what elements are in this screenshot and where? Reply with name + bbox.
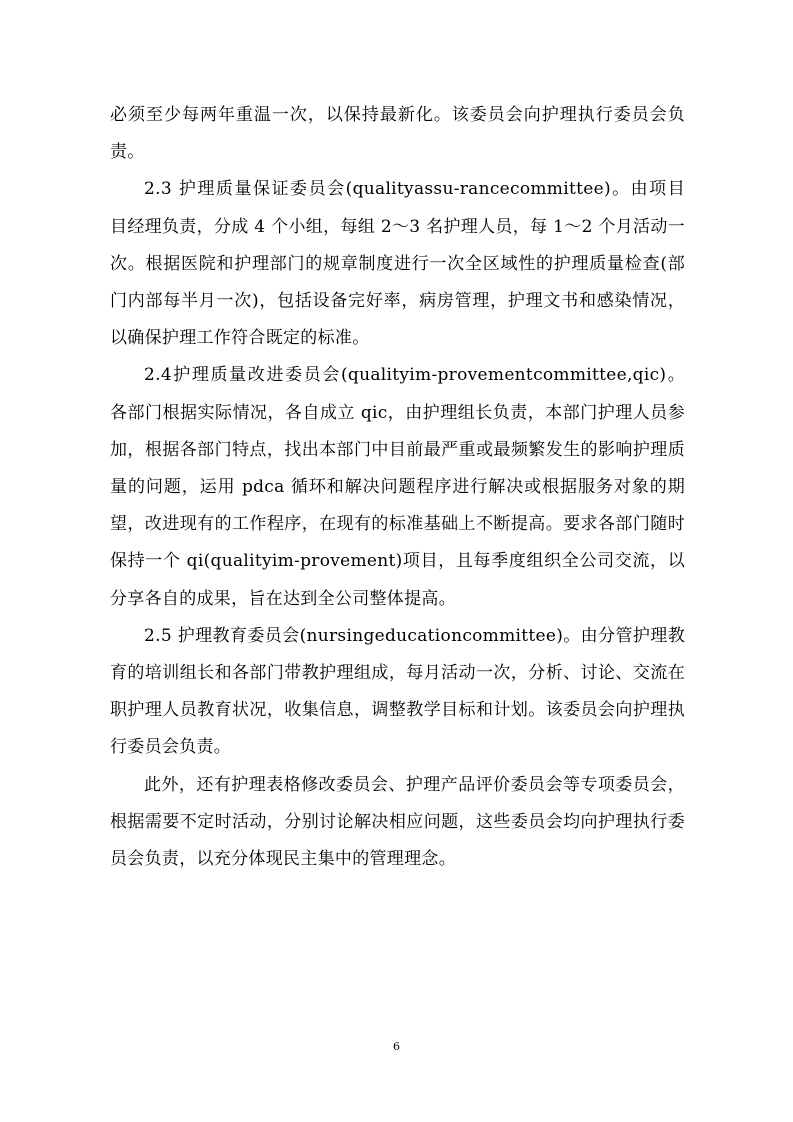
paragraph-other-committees: 此外，还有护理表格修改委员会、护理产品评价委员会等专项委员会，根据需要不定时活动，分别讨论解决相应问题，这些委员会均向护理执行委员会负责，以充分体现民主集中的管理理念。	[110, 774, 685, 870]
paragraph-quality-improvement-committee: 2.4护理质量改进委员会(qualityim-provementcommittee,qic)。各部门根据实际情况，各自成立 qic，由护理组长负责，本部门护理人员参加，根据各部门特点，找出本部门中目前最严重或最频繁发生的影响护理质量的问题，运用 pdca 循环和解决问题程序进行解决或根据服务对象的期望，改进现有的工作程序，在现有的标准基础上不断提高。要求各部门随时保持一个 qi(qualityim-provement)项目，且每季度组织全公司交流，以分享各自的成果，旨在达到全公司整体提高。	[110, 365, 685, 609]
body-text	[110, 97, 685, 878]
paragraph-continuation: 必须至少每两年重温一次，以保持最新化。该委员会向护理执行委员会负责。	[110, 105, 685, 163]
page-number: 6	[393, 1040, 400, 1053]
paragraph-quality-assurance-committee: 2.3 护理质量保证委员会(qualityassu-rancecommittee)。由项目目经理负责，分成 4 个小组，每组 2～3 名护理人员，每 1～2 个月活动一次。根据医院和护理部门的规章制度进行一次全区域性的护理质量检查(部门内部每半月一次)，包括设备完好率，病房管理，护理文书和感染情况，以确保护理工作符合既定的标准。	[110, 179, 685, 349]
paragraph-nursing-education-committee: 2.5 护理教育委员会(nursingeducationcommittee)。由分管护理教育的培训组长和各部门带教护理组成，每月活动一次，分析、讨论、交流在职护理人员教育状况，收集信息，调整教学目标和计划。该委员会向护理执行委员会负责。	[110, 625, 685, 758]
